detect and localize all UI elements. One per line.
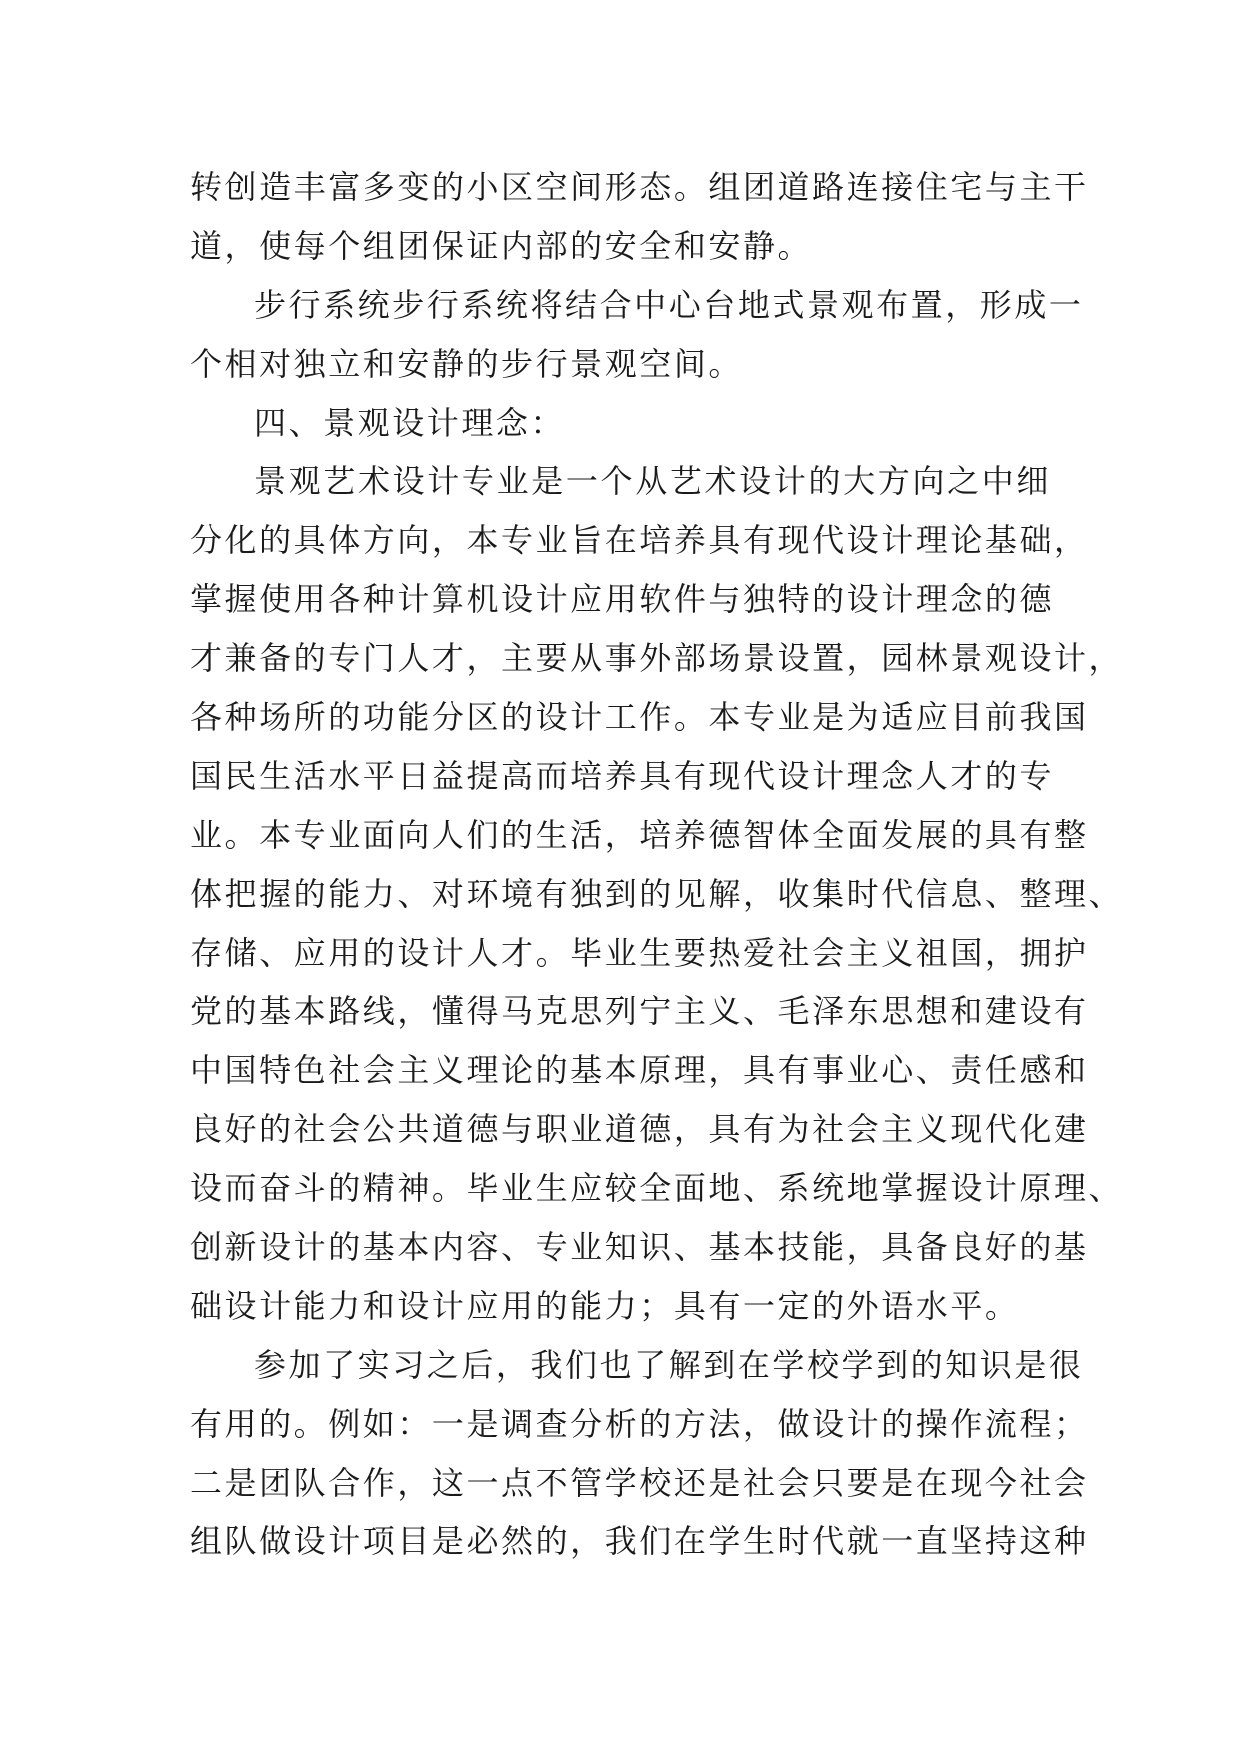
section-heading: 四、景观设计理念： xyxy=(254,403,566,442)
text-line: 掌握使用各种计算机设计应用软件与独特的设计理念的德 xyxy=(190,580,1055,619)
text-line: 体把握的能力、对环境有独到的见解，收集时代信息、整理、 xyxy=(190,874,1124,913)
text-line: 有用的。例如：一是调查分析的方法，做设计的操作流程； xyxy=(190,1404,1089,1443)
text-line: 国民生活水平日益提高而培养具有现代设计理念人才的专 xyxy=(190,756,1055,795)
text-line: 景观艺术设计专业是一个从艺术设计的大方向之中细 xyxy=(254,462,1051,501)
text-line: 转创造丰富多变的小区空间形态。组团道路连接住宅与主干 xyxy=(190,168,1089,206)
text-line: 业。本专业面向人们的生活，培养德智体全面发展的具有整 xyxy=(190,815,1089,854)
text-line: 础设计能力和设计应用的能力；具有一定的外语水平。 xyxy=(190,1286,1020,1325)
body-text xyxy=(190,158,1124,1571)
text-line: 组队做设计项目是必然的，我们在学生时代就一直坚持这种 xyxy=(190,1522,1089,1561)
text-line: 中国特色社会主义理论的基本原理，具有事业心、责任感和 xyxy=(190,1051,1089,1090)
text-line: 步行系统步行系统将结合中心台地式景观布置，形成一 xyxy=(254,285,1084,324)
text-line: 分化的具体方向，本专业旨在培养具有现代设计理论基础， xyxy=(190,521,1089,560)
text-line: 设而奋斗的精神。毕业生应较全面地、系统地掌握设计原理、 xyxy=(190,1169,1124,1208)
text-line: 各种场所的功能分区的设计工作。本专业是为适应目前我国 xyxy=(190,698,1089,737)
text-line: 创新设计的基本内容、专业知识、基本技能，具备良好的基 xyxy=(190,1228,1089,1267)
text-line: 参加了实习之后，我们也了解到在学校学到的知识是很 xyxy=(254,1345,1084,1384)
text-line: 才兼备的专门人才，主要从事外部场景设置，园林景观设计， xyxy=(190,639,1124,678)
text-line: 良好的社会公共道德与职业道德，具有为社会主义现代化建 xyxy=(190,1110,1089,1149)
text-line: 二是团队合作，这一点不管学校还是社会只要是在现今社会 xyxy=(190,1463,1089,1502)
text-line: 个相对独立和安静的步行景观空间。 xyxy=(190,344,743,383)
text-line: 党的基本路线，懂得马克思列宁主义、毛泽东思想和建设有 xyxy=(190,992,1089,1031)
text-line: 道，使每个组团保证内部的安全和安静。 xyxy=(190,226,813,265)
text-line: 存储、应用的设计人才。毕业生要热爱社会主义祖国，拥护 xyxy=(190,933,1089,972)
